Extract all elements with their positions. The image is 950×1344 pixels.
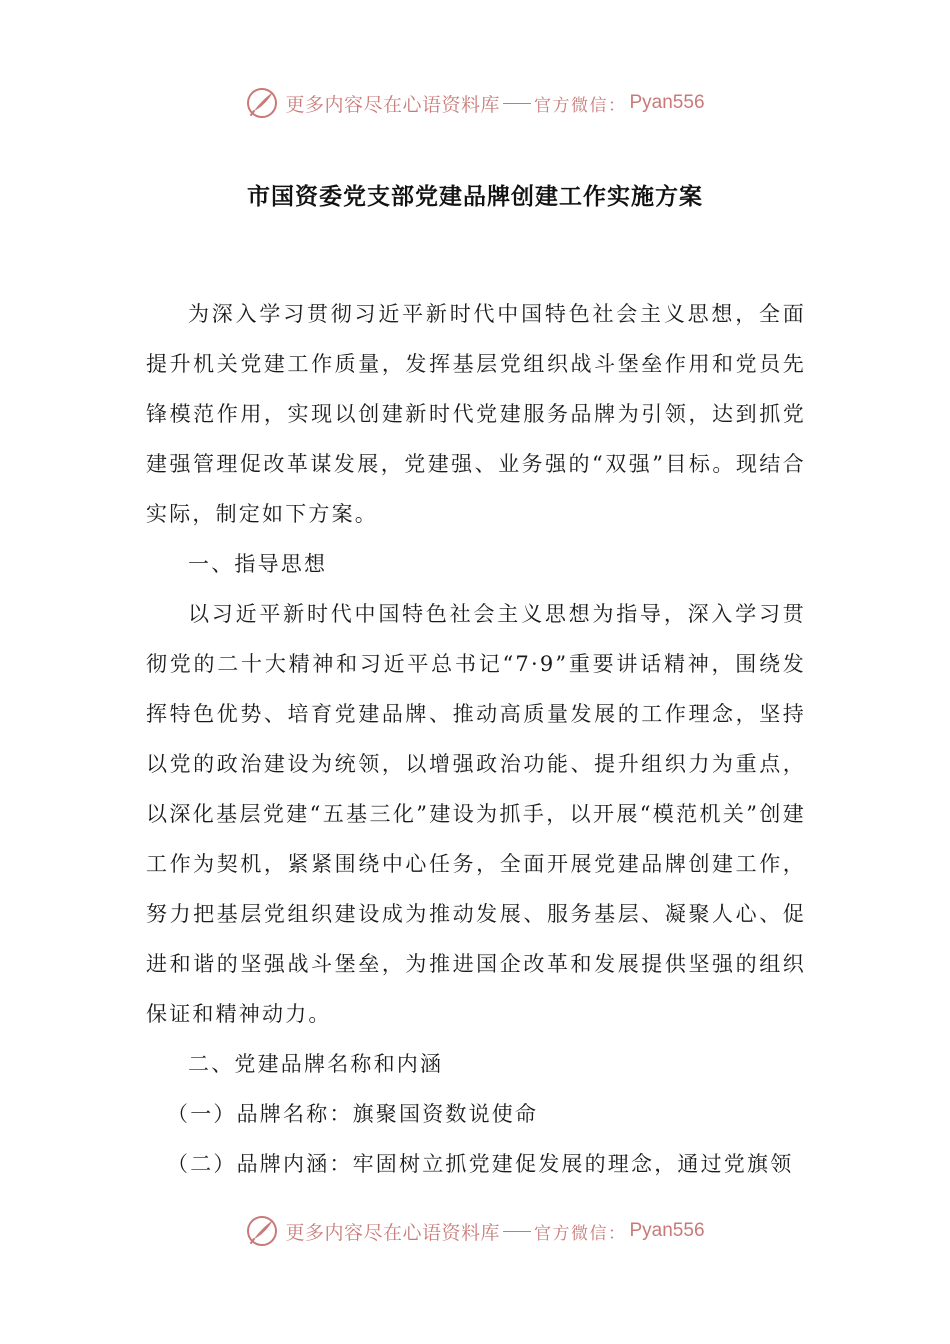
banner-wechat-id: Pyan556 bbox=[629, 92, 705, 113]
document-title: 市国资委党支部党建品牌创建工作实施方案 bbox=[247, 183, 703, 210]
quill-logo-icon bbox=[245, 86, 279, 120]
banner-dash bbox=[503, 1231, 531, 1232]
banner-wechat-label: 官方微信： bbox=[534, 1223, 627, 1244]
banner-text: 更多内容尽在心语资料库 bbox=[285, 1221, 500, 1244]
banner-wechat-id: Pyan556 bbox=[629, 1220, 705, 1241]
brand-connotation-item: （二）品牌内涵：牢固树立抓党建促发展的理念，通过党旗领 bbox=[167, 1152, 794, 1176]
brand-name-item: （一）品牌名称：旗聚国资数说使命 bbox=[167, 1102, 539, 1126]
header-banner bbox=[0, 83, 950, 123]
quill-logo-icon bbox=[245, 1214, 279, 1248]
banner-dash bbox=[503, 103, 531, 104]
footer-banner bbox=[0, 1211, 950, 1251]
heading-guiding-ideology: 一、指导思想 bbox=[188, 552, 328, 576]
paragraph-guiding-ideology: 以习近平新时代中国特色社会主义思想为指导，深入学习贯彻党的二十大精神和习近平总书记“7·9”重要讲话精神，围绕发挥特色优势、培育党建品牌、推动高质量发展的工作理念，坚持以党的政治建设为统领，以增强政治功能、提升组织力为重点，以深化基层党建“五基三化”建设为抓手，以开展“模范机关”创建工作为契机，紧紧围绕中心任务，全面开展党建品牌创建工作，努力把基层党组织建设成为推动发展、服务基层、凝聚人心、促进和谐的坚强战斗堡垒，为推进国企改革和发展提供坚强的组织保证和精神动力。 bbox=[146, 602, 806, 1026]
document-body bbox=[146, 289, 806, 1189]
banner-wechat-label: 官方微信： bbox=[534, 95, 627, 116]
heading-brand-name-connotation: 二、党建品牌名称和内涵 bbox=[188, 1052, 444, 1076]
paragraph-intro: 为深入学习贯彻习近平新时代中国特色社会主义思想，全面提升机关党建工作质量，发挥基层党组织战斗堡垒作用和党员先锋模范作用，实现以创建新时代党建服务品牌为引领，达到抓党建强管理促改革谋发展，党建强、业务强的“双强”目标。现结合实际，制定如下方案。 bbox=[146, 302, 806, 526]
banner-text: 更多内容尽在心语资料库 bbox=[285, 93, 500, 116]
